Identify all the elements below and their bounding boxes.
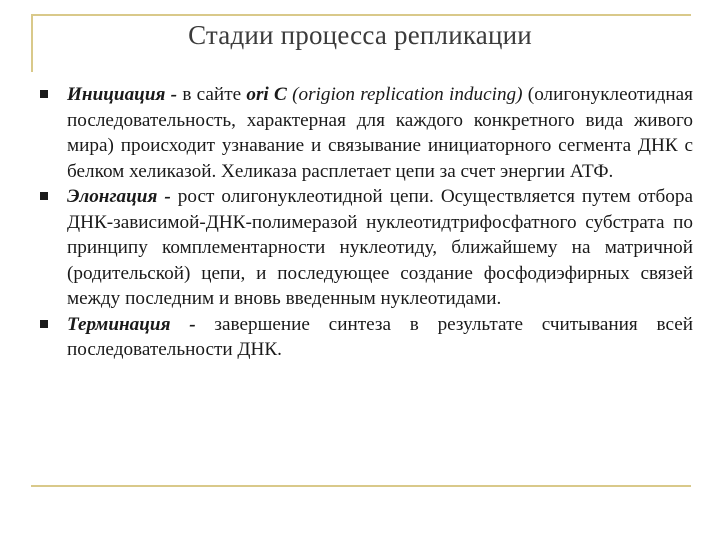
item-text: (олигонуклеотидная последовательность, характерная для каждого конкретного вида живого мира) происходит узнавание и связывание инициаторного сегмента ДНК с белком хеликазой. Хеликаза расплетает цепи за счет энергии АТФ.	[67, 84, 694, 182]
item-text: завершение синтеза в результате считывания всей последовательности ДНК.	[67, 313, 694, 360]
square-bullet-icon	[40, 192, 48, 200]
list-item-elongation	[40, 184, 693, 312]
slide-title: Стадии процесса репликации	[188, 20, 532, 50]
item-text: рост олигонуклеотидной цепи. Осуществляется путем отбора ДНК-зависимой-ДНК-полимеразой нуклеотидтрифосфатного субстрата по принципу комплементарности нуклеотиду, ближайшему на матричной (родительской) цепи, и последующее создание фосфодиэфирных связей между последним и вновь введенным нуклеотидами.	[67, 186, 694, 309]
term-dash: -	[165, 84, 183, 105]
list-item-initiation	[40, 82, 693, 184]
top-divider	[31, 14, 691, 16]
term-elongation: Элонгация	[67, 186, 158, 207]
term-dash: -	[170, 313, 215, 335]
bottom-divider	[31, 485, 691, 487]
square-bullet-icon	[40, 90, 48, 98]
item-text: в сайте	[182, 84, 247, 105]
origin-note: (origion replication inducing)	[292, 84, 523, 105]
ori-label: ori C	[246, 84, 287, 105]
bullet-list	[40, 82, 693, 363]
term-termination: Терминация	[67, 313, 171, 335]
list-item-termination	[40, 312, 693, 363]
term-dash: -	[157, 186, 178, 207]
square-bullet-icon	[40, 320, 48, 328]
term-initiation: Инициация	[67, 84, 166, 105]
